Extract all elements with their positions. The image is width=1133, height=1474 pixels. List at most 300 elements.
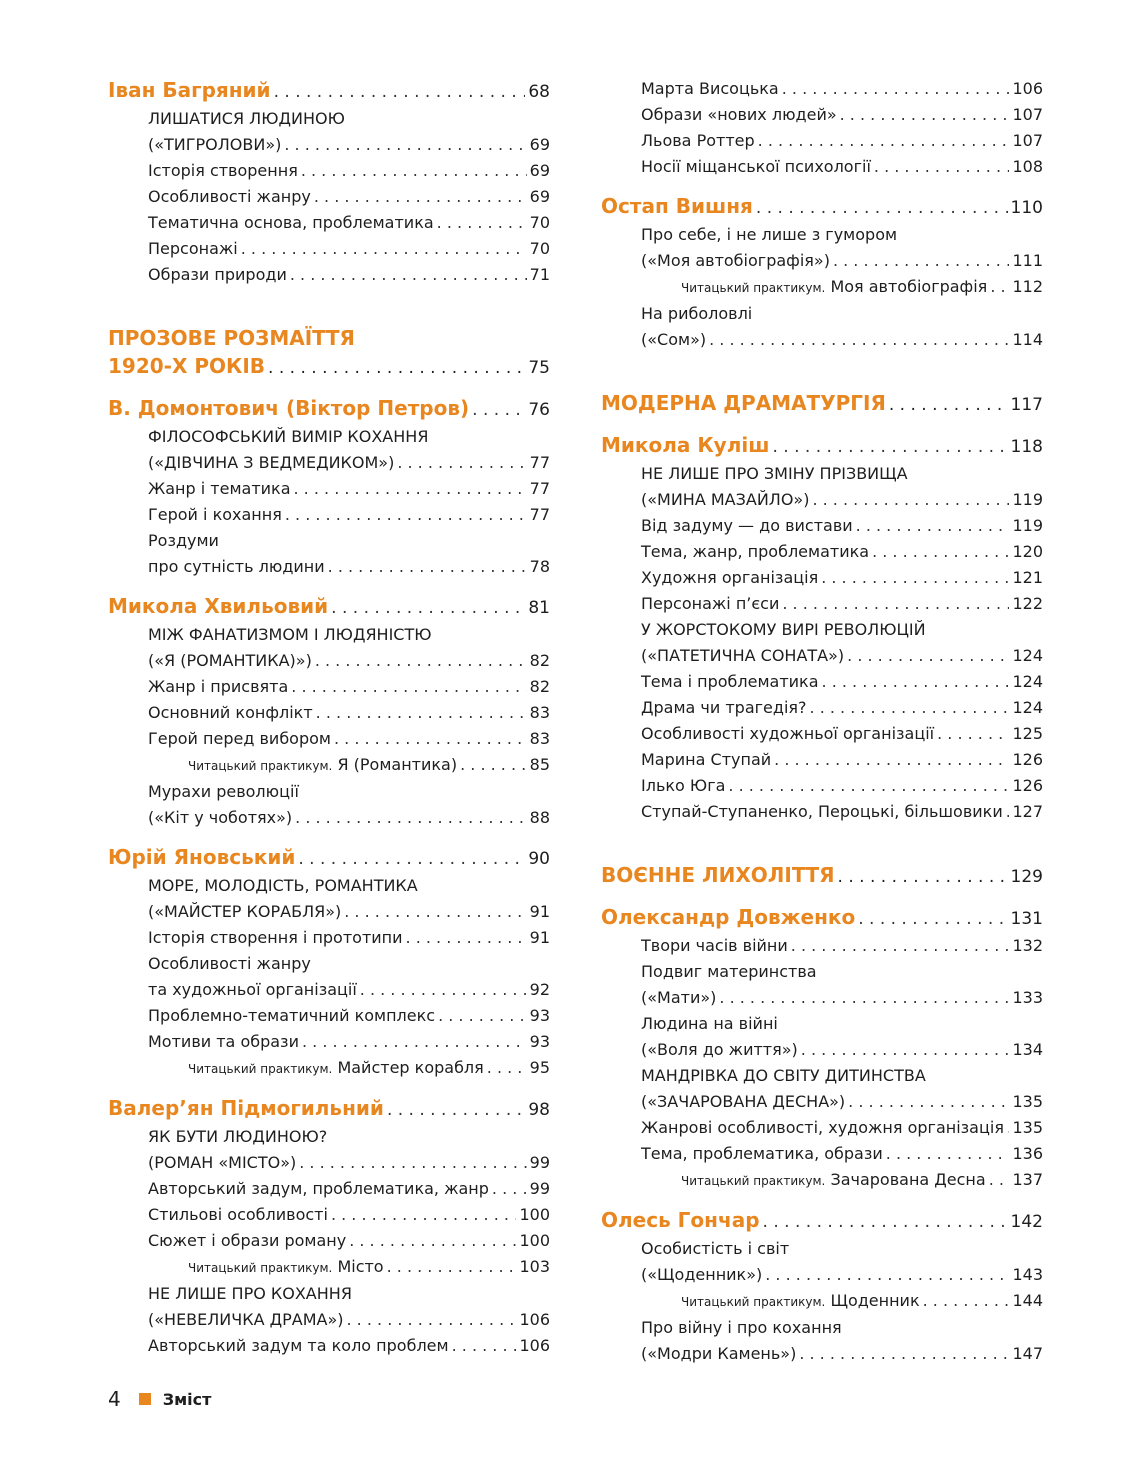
dot-leader xyxy=(937,721,1009,747)
entry-title: Тема, жанр, проблематика xyxy=(641,542,870,561)
dot-leader xyxy=(299,1150,526,1176)
entry-title: Особливості художньої організації xyxy=(641,724,935,743)
entry-title: Основний конфлікт xyxy=(148,703,313,722)
page-ref: 83 xyxy=(529,729,550,748)
dot-leader xyxy=(772,433,1007,461)
page-ref: 98 xyxy=(528,1100,550,1120)
entry-title: Тема і проблематика xyxy=(641,672,819,691)
dot-leader xyxy=(923,1288,1010,1314)
dot-leader xyxy=(719,985,1009,1011)
page-ref: 119 xyxy=(1012,516,1043,535)
practicum-title xyxy=(681,1288,920,1315)
dot-leader xyxy=(1006,799,1010,825)
toc-author[interactable] xyxy=(601,903,1043,933)
toc-entry[interactable] xyxy=(601,643,1043,669)
toc-author[interactable] xyxy=(108,592,550,622)
entry-title: Сюжет і образи роману xyxy=(148,1231,347,1250)
toc-entry[interactable] xyxy=(108,1029,550,1055)
toc-entry[interactable] xyxy=(108,502,550,528)
dot-leader xyxy=(886,1141,1010,1167)
toc-entry[interactable] xyxy=(601,1115,1043,1141)
dot-leader xyxy=(298,845,525,873)
dot-leader xyxy=(812,487,1009,513)
page-number: 4 xyxy=(108,1387,121,1411)
page-ref: 69 xyxy=(529,161,550,180)
dot-leader xyxy=(840,102,1010,128)
toc-entry-title-line: ЛИШАТИСЯ ЛЮДИНОЮ xyxy=(148,109,345,128)
page-ref: 122 xyxy=(1012,594,1043,613)
toc-entry[interactable] xyxy=(108,674,550,700)
toc-entry[interactable] xyxy=(601,933,1043,959)
entry-title: Авторський задум та коло проблем xyxy=(148,1336,449,1355)
toc-entry-title-line: Про війну і про кохання xyxy=(641,1318,842,1337)
toc-entry[interactable] xyxy=(108,899,550,925)
dot-leader xyxy=(314,184,527,210)
toc-entry-title-line: НЕ ЛИШЕ ПРО КОХАННЯ xyxy=(148,1284,352,1303)
dot-leader xyxy=(268,354,525,382)
dot-leader xyxy=(791,933,1010,959)
dot-leader xyxy=(316,700,527,726)
entry-title: Жанр і тематика xyxy=(148,479,291,498)
entry-title: Микола Куліш xyxy=(601,433,770,457)
page-ref: 125 xyxy=(1012,724,1043,743)
page-ref: 142 xyxy=(1010,1212,1043,1232)
toc-entry[interactable] xyxy=(601,565,1043,591)
dot-leader xyxy=(284,132,526,158)
toc-entry[interactable] xyxy=(601,1341,1043,1367)
toc-section[interactable] xyxy=(601,389,1043,419)
practicum-work: Зачарована Десна xyxy=(830,1170,986,1189)
entry-title: Стильові особливості xyxy=(148,1205,328,1224)
toc-entry[interactable] xyxy=(108,1307,550,1333)
toc-entry-title-line: МІЖ ФАНАТИЗМОМ І ЛЮДЯНІСТЮ xyxy=(148,625,432,644)
page-ref: 135 xyxy=(1012,1092,1043,1111)
page-ref: 137 xyxy=(1012,1170,1043,1189)
toc-entry[interactable] xyxy=(601,539,1043,565)
dot-leader xyxy=(291,674,526,700)
entry-title: Художня організація xyxy=(641,568,819,587)
toc-entry[interactable] xyxy=(108,1176,550,1202)
toc-author[interactable] xyxy=(108,76,550,106)
entry-title: («ДІВЧИНА З ВЕДМЕДИКОМ») xyxy=(148,453,395,472)
dot-leader xyxy=(360,977,527,1003)
page-ref: 71 xyxy=(529,265,550,284)
page-ref: 124 xyxy=(1012,698,1043,717)
page-ref: 107 xyxy=(1012,105,1043,124)
dot-leader xyxy=(302,1029,527,1055)
entry-title: Образи «нових людей» xyxy=(641,105,837,124)
page-ref: 124 xyxy=(1012,646,1043,665)
toc-right-column xyxy=(601,76,1043,1367)
practicum-label: Читацький практикум. xyxy=(188,1261,333,1275)
toc-entry[interactable] xyxy=(601,513,1043,539)
entry-title: Олесь Гончар xyxy=(601,1208,760,1232)
toc-entry[interactable] xyxy=(601,128,1043,154)
entry-title: Драма чи трагедія? xyxy=(641,698,807,717)
page-ref: 106 xyxy=(1012,79,1043,98)
entry-title: Ступай-Ступаненко, Пероцькі, більшовики xyxy=(641,802,1003,821)
dot-leader xyxy=(331,1202,517,1228)
entry-title: Жанр і присвята xyxy=(148,677,289,696)
entry-title: Тематична основа, проблематика xyxy=(148,213,434,232)
dot-leader xyxy=(763,1208,1008,1236)
toc-section[interactable] xyxy=(108,352,550,382)
toc-entry[interactable] xyxy=(108,476,550,502)
practicum-work: Місто xyxy=(337,1257,384,1276)
toc-practicum[interactable] xyxy=(108,1055,550,1082)
page-ref: 143 xyxy=(1012,1265,1043,1284)
dot-leader xyxy=(810,695,1010,721)
page-ref: 91 xyxy=(529,902,550,921)
toc-entry-title-line: У ЖОРСТОКОМУ ВИРІ РЕВОЛЮЦІЙ xyxy=(641,620,926,639)
toc-section[interactable] xyxy=(601,861,1043,891)
practicum-label: Читацький практикум. xyxy=(188,759,333,773)
practicum-label: Читацький практикум. xyxy=(681,1174,826,1188)
page-ref: 91 xyxy=(529,928,550,947)
entry-title: Персонажі xyxy=(148,239,238,258)
entry-title: Історія створення xyxy=(148,161,298,180)
dot-leader xyxy=(782,76,1010,102)
practicum-label: Читацький практикум. xyxy=(681,281,826,295)
entry-title: Проблемно-тематичний комплекс xyxy=(148,1006,436,1025)
page-ref: 132 xyxy=(1012,936,1043,955)
dot-leader xyxy=(301,158,527,184)
page-ref: 95 xyxy=(529,1058,550,1077)
toc-entry[interactable] xyxy=(601,669,1043,695)
toc-entry[interactable] xyxy=(108,1333,550,1359)
page-ref: 119 xyxy=(1012,490,1043,509)
dot-leader xyxy=(438,1003,527,1029)
toc-entry-title-line: МАНДРІВКА ДО СВІТУ ДИТИНСТВА xyxy=(641,1066,926,1085)
page-ref: 88 xyxy=(529,808,550,827)
toc-entry-title-line: ЯК БУТИ ЛЮДИНОЮ? xyxy=(148,1127,328,1146)
toc-author[interactable] xyxy=(601,1206,1043,1236)
dot-leader xyxy=(397,450,526,476)
dot-leader xyxy=(472,396,525,424)
dot-leader xyxy=(492,1176,527,1202)
dot-leader xyxy=(822,669,1010,695)
page-ref: 82 xyxy=(529,651,550,670)
page-ref: 81 xyxy=(528,598,550,618)
toc-practicum[interactable] xyxy=(108,752,550,779)
entry-title: Микола Хвильовий xyxy=(108,594,329,618)
entry-title: Ілько Юга xyxy=(641,776,726,795)
orange-square-icon xyxy=(139,1393,151,1405)
toc-author[interactable] xyxy=(601,431,1043,461)
toc-entry[interactable] xyxy=(108,184,550,210)
dot-leader xyxy=(856,513,1010,539)
toc-entry-title-line: Людина на війні xyxy=(641,1014,778,1033)
page-ref: 107 xyxy=(1012,131,1043,150)
dot-leader xyxy=(387,1254,517,1280)
dot-leader xyxy=(290,262,527,288)
entry-title: Історія створення і прототипи xyxy=(148,928,403,947)
toc-practicum[interactable] xyxy=(108,1254,550,1281)
entry-title: («МАЙСТЕР КОРАБЛЯ») xyxy=(148,902,342,921)
entry-title: («НЕВЕЛИЧКА ДРАМА») xyxy=(148,1310,344,1329)
toc-entry[interactable] xyxy=(601,1089,1043,1115)
entry-title: Льова Роттер xyxy=(641,131,755,150)
dot-leader xyxy=(334,726,527,752)
page-ref: 129 xyxy=(1010,867,1043,887)
toc-entry[interactable] xyxy=(108,977,550,1003)
toc-entry-title-line: Особистість і світ xyxy=(641,1239,790,1258)
toc-practicum[interactable] xyxy=(601,274,1043,301)
entry-title: ВОЄННЕ ЛИХОЛІТТЯ xyxy=(601,863,835,887)
page-ref: 68 xyxy=(528,82,550,102)
entry-title: («Моя автобіографія») xyxy=(641,251,830,270)
toc-entry[interactable] xyxy=(601,1141,1043,1167)
entry-title: Олександр Довженко xyxy=(601,905,856,929)
entry-title: Образи природи xyxy=(148,265,287,284)
toc-entry[interactable] xyxy=(108,726,550,752)
page-ref: 90 xyxy=(528,849,550,869)
page-ref: 134 xyxy=(1012,1040,1043,1059)
toc-entry[interactable] xyxy=(108,158,550,184)
toc-entry[interactable] xyxy=(108,210,550,236)
page-ref: 93 xyxy=(529,1032,550,1051)
toc-entry[interactable] xyxy=(601,487,1043,513)
page-ref: 118 xyxy=(1010,437,1043,457)
dot-leader xyxy=(387,1096,525,1124)
dot-leader xyxy=(460,752,527,778)
toc-entry[interactable] xyxy=(601,76,1043,102)
dot-leader xyxy=(331,594,525,622)
practicum-work: Моя автобіографія xyxy=(830,277,988,296)
entry-title: («Кіт у чоботях») xyxy=(148,808,293,827)
page-ref: 75 xyxy=(528,358,550,378)
dot-leader xyxy=(241,236,527,262)
dot-leader xyxy=(344,899,526,925)
toc-entry[interactable] xyxy=(108,805,550,831)
page-ref: 136 xyxy=(1012,1144,1043,1163)
dot-leader xyxy=(1007,1115,1010,1141)
toc-entry[interactable] xyxy=(601,1037,1043,1063)
dot-leader xyxy=(782,591,1009,617)
footer-label: Зміст xyxy=(162,1389,212,1409)
dot-leader xyxy=(801,1037,1010,1063)
page-ref: 117 xyxy=(1010,395,1043,415)
entry-title: Носії міщанської психології xyxy=(641,157,871,176)
toc-entry[interactable] xyxy=(601,154,1043,180)
dot-leader xyxy=(765,1262,1009,1288)
entry-title: («Модри Камень») xyxy=(641,1344,797,1363)
dot-leader xyxy=(437,210,527,236)
toc-entry[interactable] xyxy=(108,925,550,951)
entry-title: МОДЕРНА ДРАМАТУРГІЯ xyxy=(601,391,886,415)
toc-entry[interactable] xyxy=(108,554,550,580)
entry-title: Жанрові особливості, художня організація xyxy=(641,1118,1004,1137)
toc-entry[interactable] xyxy=(108,648,550,674)
page-ref: 85 xyxy=(529,755,550,774)
entry-title: («Щоденник») xyxy=(641,1265,763,1284)
dot-leader xyxy=(989,1167,1010,1193)
dot-leader xyxy=(347,1307,517,1333)
page-ref: 93 xyxy=(529,1006,550,1025)
page-footer xyxy=(108,1387,211,1411)
page-ref: 100 xyxy=(519,1231,550,1250)
page-ref: 100 xyxy=(519,1205,550,1224)
toc-entry[interactable] xyxy=(601,695,1043,721)
section-title: ПРОЗОВЕ РОЗМАЇТТЯ xyxy=(108,326,355,350)
page-ref: 111 xyxy=(1012,251,1043,270)
toc-entry[interactable] xyxy=(601,799,1043,825)
toc-left-column xyxy=(108,76,550,1359)
page-ref: 99 xyxy=(529,1153,550,1172)
entry-title: («Я (РОМАНТИКА)») xyxy=(148,651,312,670)
toc-entry[interactable] xyxy=(601,985,1043,1011)
dot-leader xyxy=(889,391,1008,419)
toc-entry-title-line: Мурахи революції xyxy=(148,782,299,801)
page-ref: 108 xyxy=(1012,157,1043,176)
toc-entry[interactable] xyxy=(601,591,1043,617)
entry-title: («Сом») xyxy=(641,330,707,349)
toc-entry[interactable] xyxy=(601,773,1043,799)
dot-leader xyxy=(295,805,527,831)
dot-leader xyxy=(833,248,1010,274)
dot-leader xyxy=(406,925,527,951)
toc-entry[interactable] xyxy=(108,1003,550,1029)
practicum-work: Я (Романтика) xyxy=(337,755,458,774)
dot-leader xyxy=(315,648,527,674)
toc-entry-title-line: НЕ ЛИШЕ ПРО ЗМІНУ ПРІЗВИЩА xyxy=(641,464,908,483)
toc-author[interactable] xyxy=(108,1094,550,1124)
toc-entry[interactable] xyxy=(601,721,1043,747)
entry-title: («ТИГРОЛОВИ») xyxy=(148,135,282,154)
dot-leader xyxy=(848,1089,1009,1115)
practicum-title xyxy=(188,1055,484,1082)
page-ref: 78 xyxy=(529,557,550,576)
dot-leader xyxy=(758,128,1010,154)
entry-title: Особливості жанру xyxy=(148,187,311,206)
entry-title: Марина Ступай xyxy=(641,750,772,769)
entry-title: Тема, проблематика, образи xyxy=(641,1144,883,1163)
dot-leader xyxy=(847,643,1009,669)
page-ref: 70 xyxy=(529,239,550,258)
dot-leader xyxy=(774,747,1009,773)
toc-entry-title-line: МОРЕ, МОЛОДІСТЬ, РОМАНТИКА xyxy=(148,876,418,895)
page-ref: 106 xyxy=(519,1336,550,1355)
entry-title: («МИНА МАЗАЙЛО») xyxy=(641,490,810,509)
page-ref: 77 xyxy=(529,453,550,472)
page-ref: 69 xyxy=(529,187,550,206)
toc-entry-title-line: Про себе, і не лише з гумором xyxy=(641,225,898,244)
toc-entry[interactable] xyxy=(601,248,1043,274)
entry-title: про сутність людини xyxy=(148,557,325,576)
toc-author[interactable] xyxy=(108,394,550,424)
dot-leader xyxy=(872,539,1009,565)
practicum-work: Майстер корабля xyxy=(337,1058,484,1077)
page-ref: 127 xyxy=(1012,802,1043,821)
entry-title: Мотиви та образи xyxy=(148,1032,299,1051)
entry-title: («ЗАЧАРОВАНА ДЕСНА») xyxy=(641,1092,846,1111)
dot-leader xyxy=(274,78,526,106)
entry-title: 1920-Х РОКІВ xyxy=(108,354,266,378)
page-ref: 69 xyxy=(529,135,550,154)
entry-title: Юрій Яновський xyxy=(108,845,296,869)
toc-entry[interactable] xyxy=(601,327,1043,353)
entry-title: («Мати») xyxy=(641,988,717,1007)
toc-entry[interactable] xyxy=(108,700,550,726)
page-ref: 112 xyxy=(1012,277,1043,296)
entry-title: В. Домонтович (Віктор Петров) xyxy=(108,396,470,420)
entry-title: («Воля до життя») xyxy=(641,1040,798,1059)
practicum-work: Щоденник xyxy=(830,1291,920,1310)
dot-leader xyxy=(838,863,1008,891)
page-ref: 70 xyxy=(529,213,550,232)
dot-leader xyxy=(799,1341,1009,1367)
toc-practicum[interactable] xyxy=(601,1167,1043,1194)
page-ref: 77 xyxy=(529,505,550,524)
entry-title: Персонажі п’єси xyxy=(641,594,780,613)
dot-leader xyxy=(452,1333,517,1359)
toc-entry[interactable] xyxy=(108,262,550,288)
page-ref: 147 xyxy=(1012,1344,1043,1363)
page-ref: 114 xyxy=(1012,330,1043,349)
toc-entry[interactable] xyxy=(108,1202,550,1228)
page-ref: 92 xyxy=(529,980,550,999)
page-ref: 103 xyxy=(519,1257,550,1276)
toc-entry[interactable] xyxy=(601,747,1043,773)
entry-title: Авторський задум, проблематика, жанр xyxy=(148,1179,489,1198)
toc-entry[interactable] xyxy=(108,1150,550,1176)
toc-entry[interactable] xyxy=(108,1228,550,1254)
toc-author[interactable] xyxy=(108,843,550,873)
dot-leader xyxy=(487,1055,527,1081)
toc-practicum[interactable] xyxy=(601,1288,1043,1315)
page-ref: 82 xyxy=(529,677,550,696)
dot-leader xyxy=(821,565,1009,591)
page-ref: 131 xyxy=(1010,909,1043,929)
toc-entry-title-line: ФІЛОСОФСЬКИЙ ВИМІР КОХАННЯ xyxy=(148,427,429,446)
page-ref: 77 xyxy=(529,479,550,498)
page-ref: 121 xyxy=(1012,568,1043,587)
toc-entry[interactable] xyxy=(601,102,1043,128)
toc-entry[interactable] xyxy=(601,1262,1043,1288)
toc-entry-title-line: На риболовлі xyxy=(641,304,753,323)
page-ref: 126 xyxy=(1012,750,1043,769)
page-ref: 120 xyxy=(1012,542,1043,561)
practicum-title xyxy=(681,1167,986,1194)
page-ref: 110 xyxy=(1010,198,1043,218)
entry-title: («ПАТЕТИЧНА СОНАТА») xyxy=(641,646,845,665)
toc-entry-title-line: Подвиг материнства xyxy=(641,962,817,981)
toc-entry[interactable] xyxy=(108,132,550,158)
dot-leader xyxy=(756,194,1008,222)
entry-title: Іван Багряний xyxy=(108,78,271,102)
page-ref: 124 xyxy=(1012,672,1043,691)
page-ref: 144 xyxy=(1012,1291,1043,1310)
entry-title: Остап Вишня xyxy=(601,194,753,218)
dot-leader xyxy=(728,773,1009,799)
practicum-label: Читацький практикум. xyxy=(188,1062,333,1076)
dot-leader xyxy=(328,554,527,580)
entry-title: Марта Висоцька xyxy=(641,79,779,98)
page-ref: 126 xyxy=(1012,776,1043,795)
dot-leader xyxy=(990,274,1009,300)
page-ref: 99 xyxy=(529,1179,550,1198)
dot-leader xyxy=(874,154,1010,180)
page-ref: 76 xyxy=(528,400,550,420)
toc-entry[interactable] xyxy=(108,236,550,262)
toc-entry[interactable] xyxy=(108,450,550,476)
entry-title: Від задуму — до вистави xyxy=(641,516,853,535)
practicum-label: Читацький практикум. xyxy=(681,1295,826,1309)
dot-leader xyxy=(285,502,527,528)
toc-author[interactable] xyxy=(601,192,1043,222)
dot-leader xyxy=(858,905,1007,933)
entry-title: Герой перед вибором xyxy=(148,729,331,748)
